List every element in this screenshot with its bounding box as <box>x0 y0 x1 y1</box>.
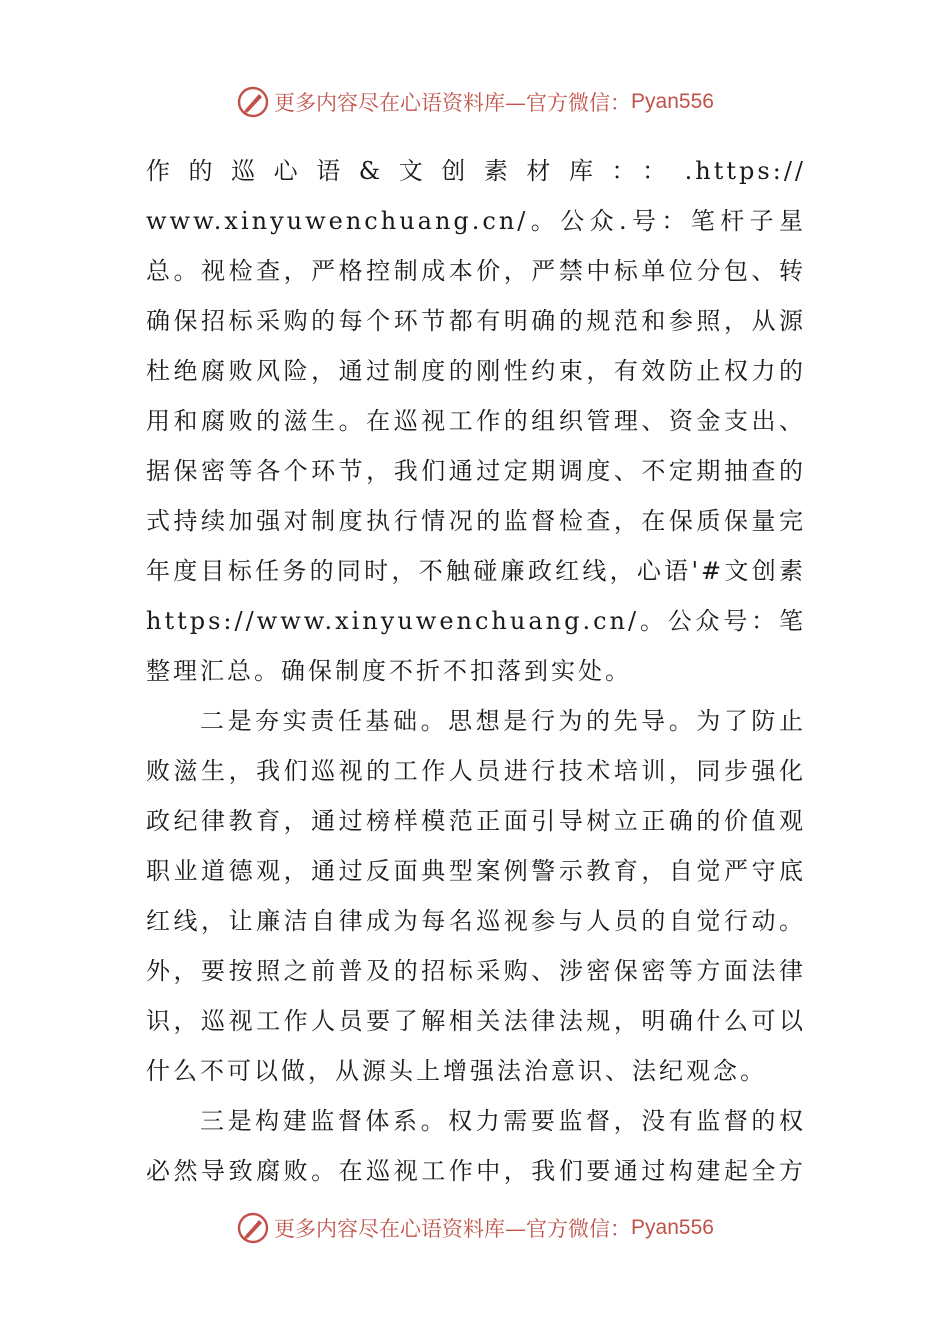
text-line: 作的巡心语&文创素材库：：.https:// <box>146 157 806 185</box>
text-line: 识，巡视工作人员要了解相关法律法规，明确什么可以 <box>146 1007 806 1035</box>
footer-banner <box>0 1208 950 1248</box>
text-line: 确保招标采购的每个环节都有明确的规范和参照，从源 <box>146 307 806 335</box>
text-line: 杜绝腐败风险，通过制度的刚性约束，有效防止权力的 <box>146 357 806 385</box>
text-line: 整理汇总。确保制度不折不扣落到实处。 <box>146 657 632 685</box>
text-line: 红线，让廉洁自律成为每名巡视参与人员的自觉行动。 <box>146 907 806 935</box>
text-line: 式持续加强对制度执行情况的监督检查，在保质保量完 <box>146 507 806 535</box>
banner-wechat-id: Pyan556 <box>631 1216 714 1239</box>
banner-text: 更多内容尽在心语资料库—官方微信： <box>274 91 632 115</box>
paragraph-start-line: 二是夯实责任基础。思想是行为的先导。为了防止 <box>200 707 806 735</box>
text-line: 据保密等各个环节，我们通过定期调度、不定期抽查的 <box>146 457 806 485</box>
text-line: 政纪律教育，通过榜样模范正面引导树立正确的价值观 <box>146 807 806 835</box>
pen-logo-icon <box>236 1211 270 1245</box>
text-line: 必然导致腐败。在巡视工作中，我们要通过构建起全方 <box>146 1157 806 1185</box>
text-line: 用和腐败的滋生。在巡视工作的组织管理、资金支出、 <box>146 407 806 435</box>
header-banner <box>0 82 950 122</box>
text-line: 职业道德观，通过反面典型案例警示教育，自觉严守底 <box>146 857 806 885</box>
text-line: 败滋生，我们巡视的工作人员进行技术培训，同步强化 <box>146 757 806 785</box>
text-line: www.xinyuwenchuang.cn/。公众.号：笔杆子星 <box>146 207 806 235</box>
banner-wechat-id: Pyan556 <box>631 90 714 113</box>
document-body <box>146 146 806 1196</box>
text-line: 什么不可以做，从源头上增强法治意识、法纪观念。 <box>146 1057 767 1085</box>
text-line: https://www.xinyuwenchuang.cn/。公众号：笔 <box>146 607 806 635</box>
paragraph-start-line: 三是构建监督体系。权力需要监督，没有监督的权 <box>200 1107 806 1135</box>
banner-text: 更多内容尽在心语资料库—官方微信： <box>274 1217 632 1241</box>
text-line: 外，要按照之前普及的招标采购、涉密保密等方面法律 <box>146 957 806 985</box>
text-line: 年度目标任务的同时，不触碰廉政红线，心语'#文创素 <box>146 557 806 585</box>
pen-logo-icon <box>236 85 270 119</box>
text-line: 总。视检查，严格控制成本价，严禁中标单位分包、转 <box>146 257 806 285</box>
